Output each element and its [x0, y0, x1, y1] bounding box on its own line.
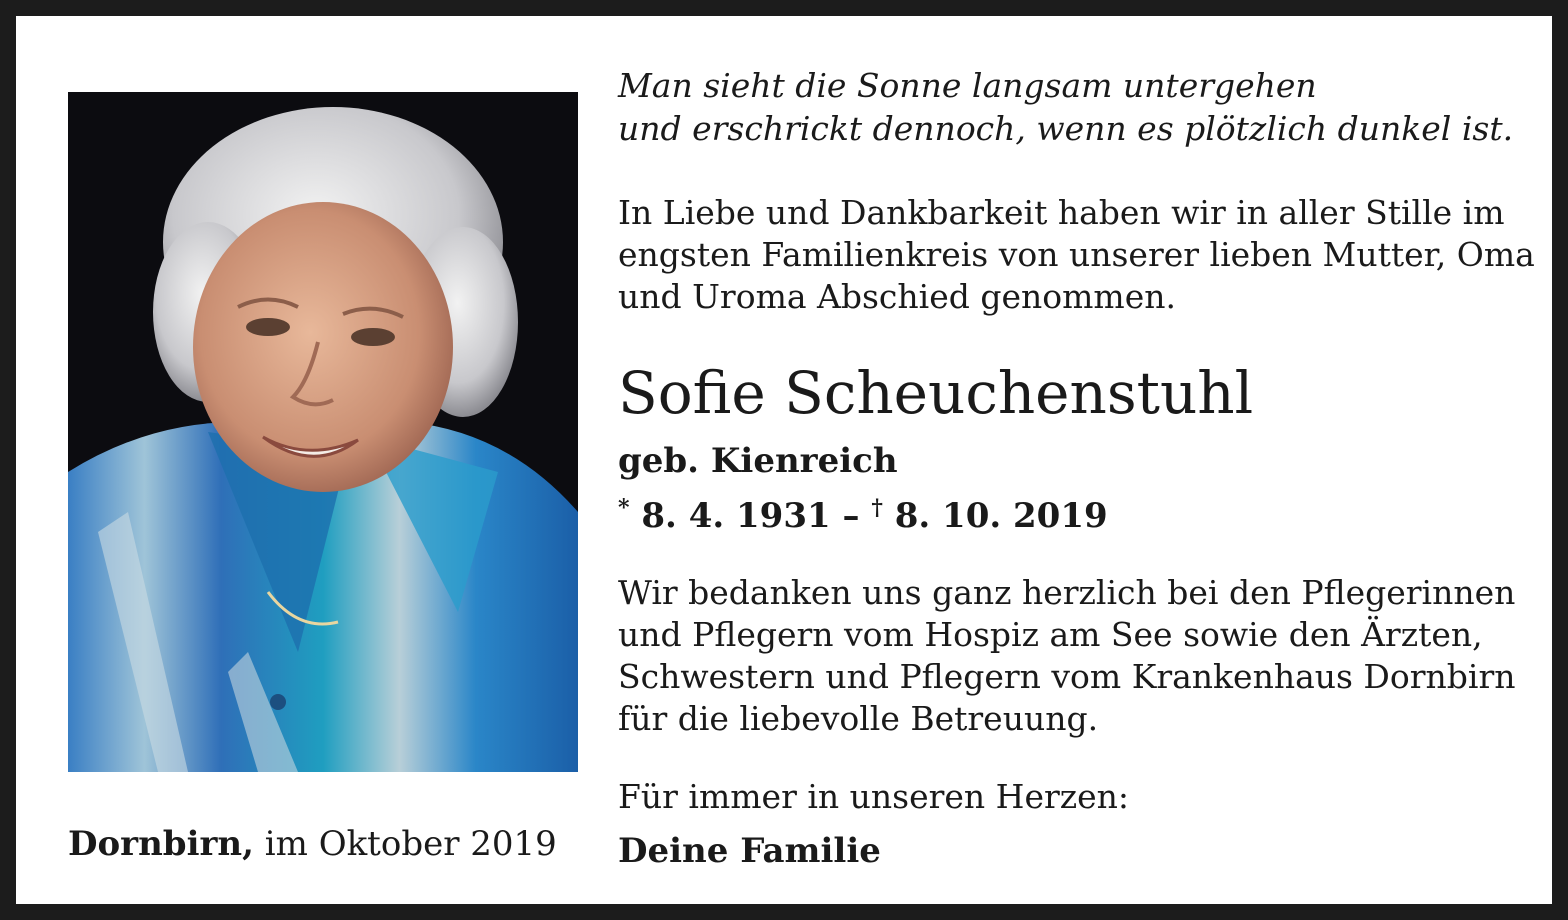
- memorial-quote: [618, 64, 1528, 150]
- date-separator: –: [842, 496, 860, 536]
- thanks-line: für die liebevolle Betreuung.: [618, 699, 1099, 738]
- intro-line: In Liebe und Dankbarkeit haben wir in aller Stille im: [618, 193, 1505, 232]
- portrait-image: [68, 92, 578, 772]
- place-date: im Oktober 2019: [264, 824, 557, 864]
- death-symbol: †: [871, 495, 883, 521]
- thanks-paragraph: [618, 572, 1528, 740]
- closing-line: Für immer in unseren Herzen:: [618, 777, 1130, 816]
- intro-line: und Uroma Abschied genommen.: [618, 277, 1176, 316]
- quote-line: und erschrickt dennoch, wenn es plötzlich dunkel ist.: [618, 109, 1514, 148]
- family-signature: Deine Familie: [618, 831, 881, 871]
- portrait-photo: [68, 92, 578, 772]
- life-dates: [618, 486, 1528, 538]
- intro-line: engsten Familienkreis von unserer lieben Mutter, Oma: [618, 235, 1535, 274]
- death-date: 8. 10. 2019: [894, 496, 1108, 536]
- birth-symbol: *: [618, 495, 630, 521]
- quote-line: Man sieht die Sonne langsam untergehen: [618, 66, 1317, 105]
- thanks-line: Schwestern und Pflegern vom Krankenhaus Dornbirn: [618, 657, 1516, 696]
- birth-date: 8. 4. 1931: [641, 496, 831, 536]
- intro-paragraph: [618, 192, 1535, 318]
- thanks-line: und Pflegern vom Hospiz am See sowie den Ärzten,: [618, 615, 1483, 654]
- deceased-name: Sofie Scheuchenstuhl: [618, 359, 1254, 427]
- maiden-name: geb. Kienreich: [618, 441, 898, 481]
- thanks-line: Wir bedanken uns ganz herzlich bei den Pflegerinnen: [618, 573, 1516, 612]
- place-city: Dornbirn,: [68, 824, 254, 864]
- place-and-date: [68, 824, 557, 864]
